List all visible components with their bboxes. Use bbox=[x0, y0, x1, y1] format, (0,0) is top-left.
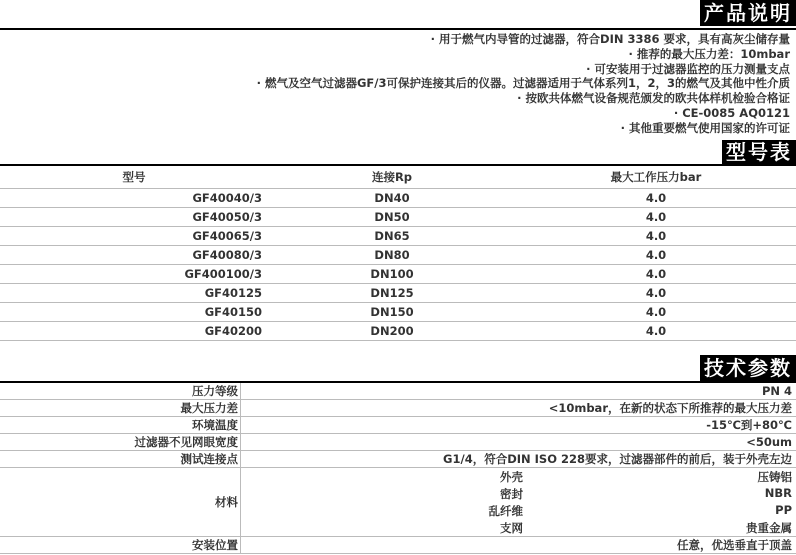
pressure-cell: 4.0 bbox=[516, 264, 796, 283]
description-item: · 用于燃气内导管的过滤器，符合DIN 3386 要求，具有高灰尘储存量 bbox=[430, 32, 790, 46]
material-value: NBR bbox=[764, 485, 792, 500]
material-value: PP bbox=[775, 502, 792, 517]
material-item bbox=[241, 503, 796, 520]
table-header-row bbox=[0, 166, 796, 189]
column-header-connection: 连接Rp bbox=[268, 166, 516, 189]
table-row bbox=[0, 207, 796, 226]
pressure-cell: 4.0 bbox=[516, 321, 796, 340]
model-cell: GF40200 bbox=[0, 321, 268, 340]
table-row bbox=[0, 321, 796, 340]
connection-cell: DN50 bbox=[268, 207, 516, 226]
table-row bbox=[0, 226, 796, 245]
model-cell: GF40040/3 bbox=[0, 188, 268, 207]
model-cell: GF40125 bbox=[0, 283, 268, 302]
connection-cell: DN150 bbox=[268, 302, 516, 321]
param-value: <50um bbox=[241, 433, 796, 450]
description-item: · 推荐的最大压力差：10mbar bbox=[628, 46, 790, 61]
model-cell: GF40065/3 bbox=[0, 226, 268, 245]
install-value: 任意，优选垂直于顶盖 bbox=[241, 536, 796, 553]
description-item: · 按欧共体燃气设备规范颁发的欧共体样机检验合格证 bbox=[517, 91, 790, 106]
material-part: 外壳 bbox=[500, 469, 523, 484]
connection-cell: DN40 bbox=[268, 188, 516, 207]
table-row bbox=[0, 188, 796, 207]
install-label: 安装位置 bbox=[0, 536, 241, 553]
tech-section-header bbox=[0, 355, 796, 381]
pressure-cell: 4.0 bbox=[516, 245, 796, 264]
column-header-pressure: 最大工作压力bar bbox=[516, 166, 796, 189]
material-item bbox=[241, 486, 796, 503]
table-row bbox=[0, 383, 796, 400]
model-cell: GF40150 bbox=[0, 302, 268, 321]
table-row bbox=[0, 264, 796, 283]
material-item bbox=[241, 469, 796, 486]
params-table bbox=[0, 383, 796, 554]
table-row bbox=[0, 536, 796, 553]
material-part: 密封 bbox=[500, 486, 523, 501]
pressure-cell: 4.0 bbox=[516, 283, 796, 302]
models-section-title: 型号表 bbox=[722, 140, 796, 164]
table-row bbox=[0, 416, 796, 433]
connection-cell: DN65 bbox=[268, 226, 516, 245]
desc-section-title: 产品说明 bbox=[700, 0, 796, 26]
description-item: · CE-0085 AQ0121 bbox=[673, 105, 790, 120]
description-list bbox=[0, 30, 796, 140]
models-section-header bbox=[0, 140, 796, 164]
param-value: G1/4，符合DIN ISO 228要求，过滤器部件的前后，装于外壳左边 bbox=[241, 450, 796, 467]
description-item: · 其他重要燃气使用国家的许可证 bbox=[620, 120, 790, 135]
connection-cell: DN125 bbox=[268, 283, 516, 302]
model-cell: GF40050/3 bbox=[0, 207, 268, 226]
tech-section-title: 技术参数 bbox=[700, 355, 796, 381]
param-label: 环境温度 bbox=[0, 416, 241, 433]
material-item bbox=[241, 520, 796, 537]
model-cell: GF400100/3 bbox=[0, 264, 268, 283]
connection-cell: DN100 bbox=[268, 264, 516, 283]
material-part: 乱纤维 bbox=[488, 503, 523, 518]
pressure-cell: 4.0 bbox=[516, 226, 796, 245]
model-cell: GF40080/3 bbox=[0, 245, 268, 264]
desc-section-header bbox=[0, 0, 796, 28]
material-cell bbox=[241, 467, 796, 536]
param-value: -15℃到+80℃ bbox=[241, 416, 796, 433]
table-row bbox=[0, 245, 796, 264]
material-label: 材料 bbox=[0, 467, 241, 536]
connection-cell: DN80 bbox=[268, 245, 516, 264]
param-label: 最大压力差 bbox=[0, 399, 241, 416]
material-row bbox=[0, 467, 796, 536]
description-item: · 燃气及空气过滤器GF/3可保护连接其后的仪器。过滤器适用于气体系列1，2，3的燃气及其他中性介质 bbox=[256, 76, 790, 91]
table-row bbox=[0, 399, 796, 416]
table-row bbox=[0, 302, 796, 321]
pressure-cell: 4.0 bbox=[516, 207, 796, 226]
column-header-model: 型号 bbox=[0, 166, 268, 189]
param-label: 压力等级 bbox=[0, 383, 241, 400]
pressure-cell: 4.0 bbox=[516, 302, 796, 321]
table-row bbox=[0, 283, 796, 302]
param-value: <10mbar，在新的状态下所推荐的最大压力差 bbox=[241, 399, 796, 416]
param-label: 过滤器不见网眼宽度 bbox=[0, 433, 241, 450]
material-value: 贵重金属 bbox=[746, 520, 792, 535]
models-table bbox=[0, 166, 796, 341]
connection-cell: DN200 bbox=[268, 321, 516, 340]
param-value: PN 4 bbox=[241, 383, 796, 400]
description-item: · 可安装用于过滤器监控的压力测量支点 bbox=[586, 61, 790, 76]
material-list bbox=[241, 468, 796, 536]
pressure-cell: 4.0 bbox=[516, 188, 796, 207]
table-row bbox=[0, 450, 796, 467]
table-row bbox=[0, 433, 796, 450]
material-value: 压铸铝 bbox=[757, 469, 792, 484]
material-part: 支网 bbox=[500, 520, 523, 535]
param-label: 测试连接点 bbox=[0, 450, 241, 467]
